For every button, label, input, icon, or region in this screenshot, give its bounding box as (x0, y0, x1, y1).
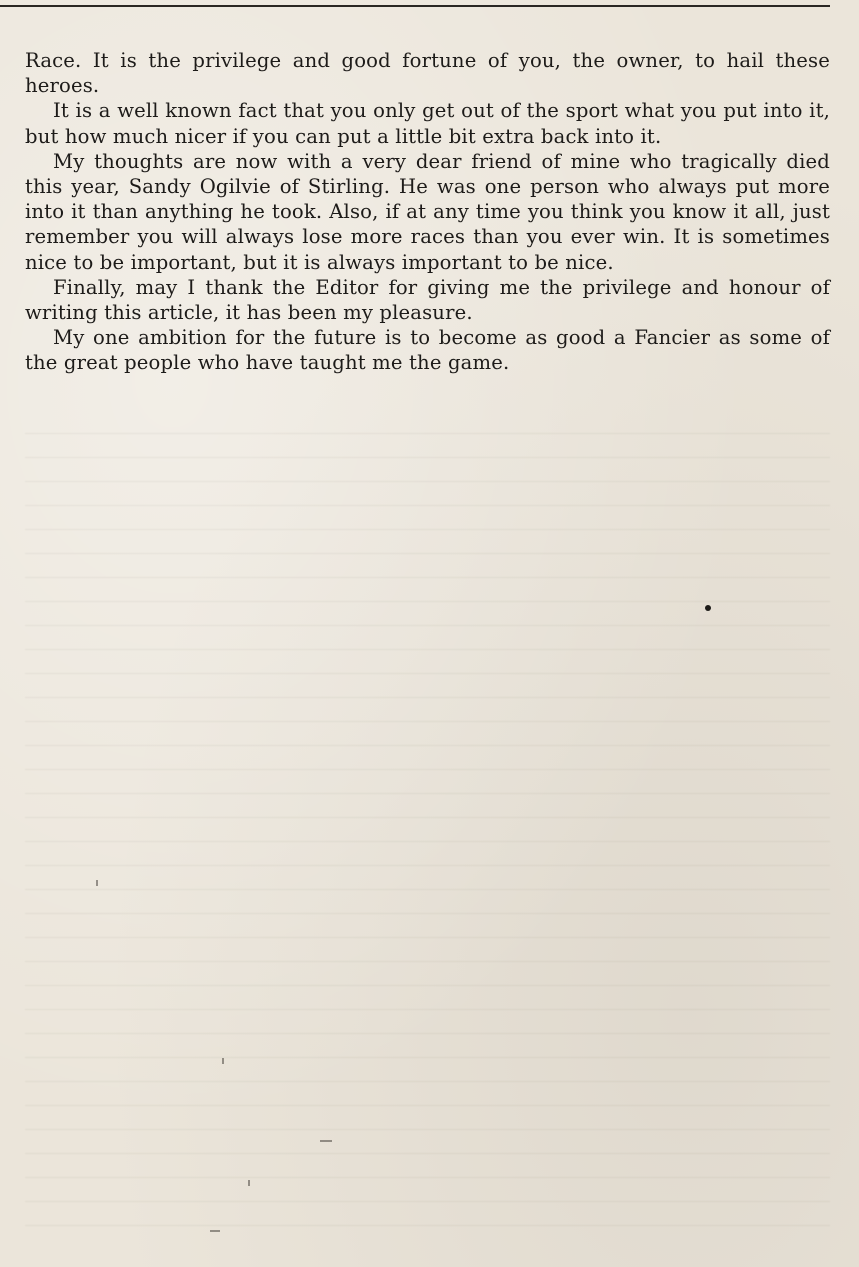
paper-mark (210, 1230, 220, 1232)
paragraph-1: Race. It is the privilege and good fortune of you, the owner, to hail these heroes. (25, 49, 830, 98)
paragraph-4: Finally, may I thank the Editor for giving me the privilege and honour of writing this article, it has been my pleasure. (25, 275, 830, 325)
ink-speck (705, 605, 711, 611)
paper-mark (96, 880, 98, 886)
show-through-texture (25, 410, 830, 1230)
paper-mark (248, 1180, 250, 1186)
paragraph-2: It is a well known fact that you only get out of the sport what you put into it, but how much nicer if you can put a little bit extra back into it. (25, 99, 830, 148)
top-rule (0, 5, 830, 7)
article-text (25, 48, 830, 376)
paper-mark (320, 1140, 332, 1142)
paragraph-3: My thoughts are now with a very dear friend of mine who tragically died this year, Sandy Ogilvie of Stirling. He was one person who always put more into it than anything he took. Also, if at any time you think you know it all, just remember you will always lose more races than you ever win. It is sometimes nice to be important, but it is always important to be nice. (25, 149, 830, 274)
paragraph-5: My one ambition for the future is to become as good a Fancier as some of the great people who have taught me the game. (25, 326, 830, 375)
paper-mark (222, 1058, 224, 1064)
